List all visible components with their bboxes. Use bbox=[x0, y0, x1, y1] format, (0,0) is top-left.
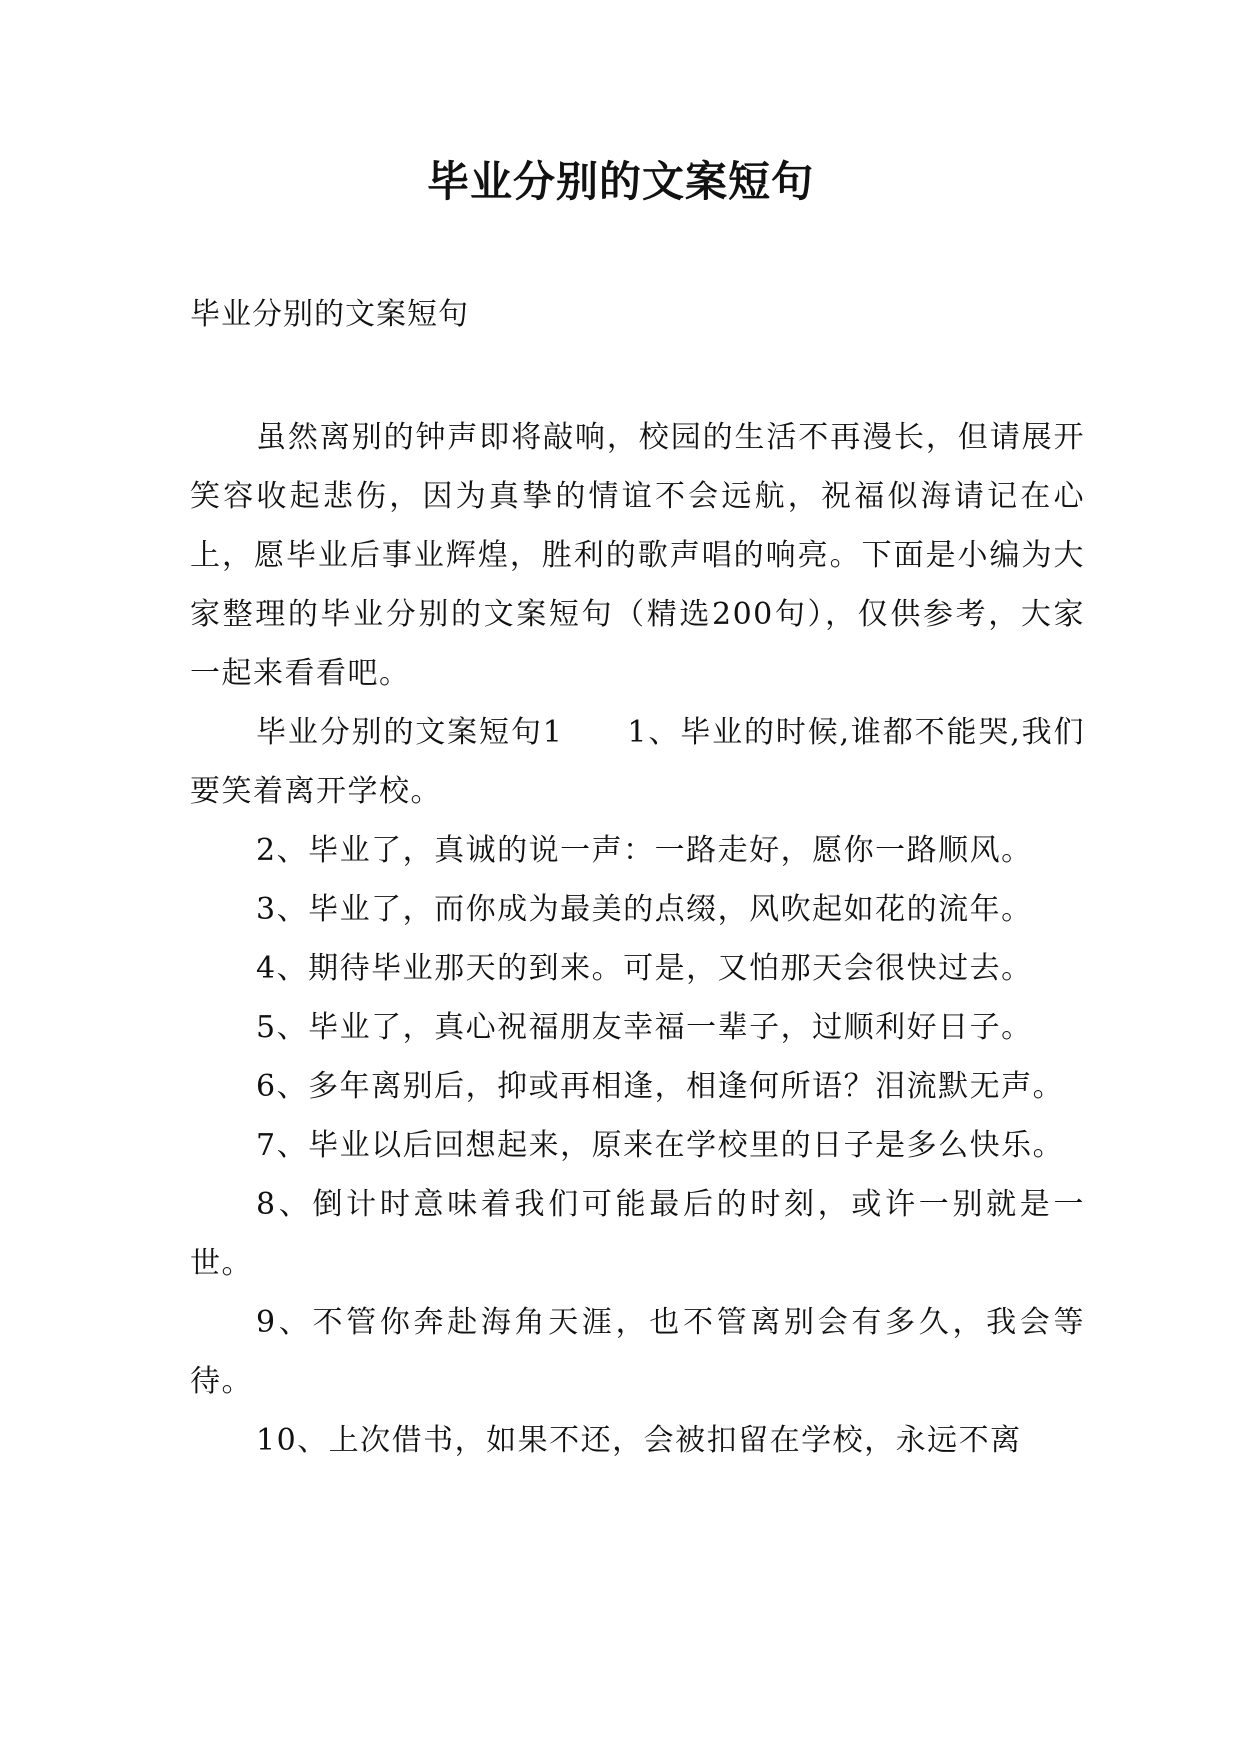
document-title: 毕业分别的文案短句 bbox=[426, 157, 814, 206]
intro-paragraph: 虽然离别的钟声即将敲响，校园的生活不再漫长，但请展开笑容收起悲伤，因为真挚的情谊不会远航，祝福似海请记在心上，愿毕业后事业辉煌，胜利的歌声唱的响亮。下面是小编为大家整理的毕业分别的文案短句（精选200句），仅供参考，大家一起来看看吧。 bbox=[190, 420, 1085, 691]
list-item: 毕业分别的文案短句1 1、毕业的时候,谁都不能哭,我们要笑着离开学校。 bbox=[190, 715, 1085, 809]
list-item: 9、不管你奔赴海角天涯，也不管离别会有多久，我会等待。 bbox=[190, 1305, 1085, 1399]
list-item: 7、毕业以后回想起来，原来在学校里的日子是多么快乐。 bbox=[256, 1128, 1065, 1163]
document-body bbox=[190, 408, 1085, 1470]
list-item: 10、上次借书，如果不还，会被扣留在学校，永远不离 bbox=[256, 1423, 1022, 1458]
list-item: 6、多年离别后，抑或再相逢，相逢何所语？泪流默无声。 bbox=[256, 1069, 1065, 1104]
document-subtitle: 毕业分别的文案短句 bbox=[190, 297, 469, 332]
list-item: 5、毕业了，真心祝福朋友幸福一辈子，过顺利好日子。 bbox=[256, 1010, 1033, 1045]
list-item: 3、毕业了，而你成为最美的点缀，风吹起如花的流年。 bbox=[256, 892, 1033, 927]
list-item: 4、期待毕业那天的到来。可是，又怕那天会很快过去。 bbox=[256, 951, 1033, 986]
list-item: 2、毕业了，真诚的说一声：一路走好，愿你一路顺风。 bbox=[256, 833, 1033, 868]
list-item: 8、倒计时意味着我们可能最后的时刻，或许一别就是一世。 bbox=[190, 1187, 1085, 1281]
